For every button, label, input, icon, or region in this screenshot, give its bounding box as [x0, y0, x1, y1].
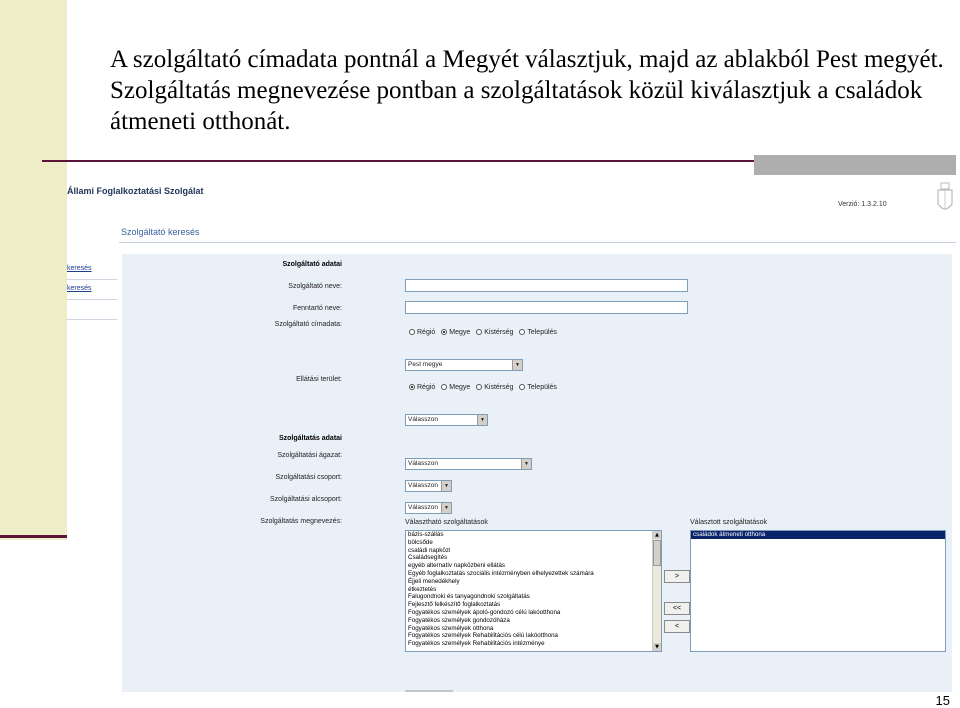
tab-provider-search[interactable] [119, 224, 956, 243]
scroll-down-icon[interactable]: ▼ [653, 643, 661, 651]
sector-select[interactable]: Válasszon ▼ [405, 458, 532, 470]
subgroup-select[interactable]: Válasszon ▼ [405, 502, 452, 514]
list-item[interactable]: Családsegítés [408, 554, 448, 562]
remove-all-services-button[interactable]: << [664, 602, 690, 615]
nav-divider [67, 319, 117, 320]
provider-name-label: Szolgáltató neve: [288, 283, 342, 290]
scroll-up-icon[interactable]: ▲ [653, 531, 661, 539]
address-radio-county[interactable]: Megye [437, 329, 470, 336]
radio-checked-icon [441, 329, 447, 335]
list-item[interactable]: Egyéb foglalkoztatás szociális intézményben elhelyezettek számára [408, 569, 594, 577]
list-item-selected[interactable]: családok átmeneti otthona [691, 531, 945, 539]
service-name-label: Szolgáltatás megnevezés: [260, 518, 342, 525]
area-radio-region[interactable]: Régió [405, 384, 435, 391]
list-item[interactable]: Éjjeli menedékhely [408, 577, 460, 585]
corner-bar [754, 155, 956, 175]
nav-link-search-1[interactable]: keresés [67, 265, 92, 272]
list-item[interactable]: bázis-szállás [408, 531, 444, 538]
provider-name-input[interactable] [405, 279, 688, 292]
address-radio-subregion[interactable]: Kistérség [472, 329, 513, 336]
area-label: Ellátási terület: [296, 376, 342, 383]
radio-icon [519, 384, 525, 390]
area-radio-group [405, 384, 557, 391]
bottom-field [405, 690, 453, 692]
version-label: Verzió: 1.3.2.10 [838, 201, 887, 208]
list-item[interactable]: Fejlesztő felkészítő foglalkoztatás [408, 601, 501, 609]
list-item[interactable]: Fogyatékos személyek gondozóháza [408, 616, 510, 624]
dropdown-arrow-icon: ▼ [441, 481, 451, 491]
operator-name-input[interactable] [405, 301, 688, 314]
list-item[interactable]: étkeztetés [408, 585, 437, 593]
nav-link-search-2[interactable]: keresés [67, 285, 92, 292]
area-radio-county[interactable]: Megye [437, 384, 470, 391]
radio-icon [476, 384, 482, 390]
available-services-list[interactable] [405, 530, 662, 652]
coat-of-arms-icon [936, 178, 954, 218]
app-header [67, 176, 956, 220]
available-services-caption: Választható szolgáltatások [405, 519, 488, 526]
radio-icon [476, 329, 482, 335]
add-service-button[interactable]: > [664, 570, 690, 583]
list-item[interactable]: Fogyatékos személyek otthona [408, 624, 494, 632]
dropdown-arrow-icon: ▼ [512, 360, 522, 370]
list-scrollbar[interactable] [652, 531, 661, 651]
selected-services-list[interactable] [690, 530, 946, 652]
scroll-thumb[interactable] [653, 540, 661, 566]
list-item[interactable]: Falugondnoki és tanyagondnoki szolgáltatás [408, 593, 530, 601]
area-select[interactable]: Válasszon ▼ [405, 414, 488, 426]
list-item[interactable]: Fogyatékos személyek ápoló-gondozó célú lakóotthona [408, 608, 561, 616]
subgroup-label: Szolgáltatási alcsoport: [270, 496, 342, 503]
area-radio-subregion[interactable]: Kistérség [472, 384, 513, 391]
tab-label: Szolgáltató keresés [121, 227, 200, 237]
list-item[interactable]: Fogyatékos személyek Rehabilitációs intézménye [408, 640, 545, 648]
area-radio-settlement[interactable]: Település [515, 384, 557, 391]
provider-section-heading: Szolgáltató adatai [282, 261, 342, 268]
radio-icon [409, 329, 415, 335]
list-item[interactable]: egyéb alternatív napközbeni ellátás [408, 562, 506, 570]
app-screenshot [67, 176, 956, 692]
dropdown-arrow-icon: ▼ [441, 503, 451, 513]
list-item[interactable]: Fogyatékos személyek Rehabilitációs célú lakóotthona [408, 632, 558, 640]
radio-checked-icon [409, 384, 415, 390]
app-title: Állami Foglalkoztatási Szolgálat [67, 186, 204, 196]
sector-label: Szolgáltatási ágazat: [277, 452, 342, 459]
slide-title: A szolgáltató címadata pontnál a Megyét választjuk, majd az ablakból Pest megyét. Szolgáltatás megnevezése pontban a szolgáltatások közül kiválasztjuk a családok átmeneti otthonát. [110, 46, 944, 135]
operator-name-label: Fenntartó neve: [292, 305, 342, 312]
radio-icon [441, 384, 447, 390]
group-label: Szolgáltatási csoport: [275, 474, 342, 481]
county-select[interactable]: Pest megye ▼ [405, 359, 523, 371]
nav-divider [67, 299, 117, 300]
nav-divider [67, 279, 117, 280]
selected-services-caption: Választott szolgáltatások [690, 519, 768, 526]
dropdown-arrow-icon: ▼ [477, 415, 487, 425]
title-divider [42, 160, 754, 162]
slide-side-strip [0, 0, 67, 540]
service-section-heading: Szolgáltatás adatai [278, 435, 342, 442]
address-radio-group [405, 329, 557, 336]
address-label: Szolgáltató címadata: [274, 321, 342, 328]
list-item[interactable]: családi napközi [408, 546, 451, 554]
search-form [122, 254, 952, 692]
group-select[interactable]: Válasszon ▼ [405, 480, 452, 492]
address-radio-region[interactable]: Régió [405, 329, 435, 336]
side-divider [0, 535, 67, 538]
radio-icon [519, 329, 525, 335]
list-item[interactable]: bölcsőde [408, 538, 433, 546]
address-radio-settlement[interactable]: Település [515, 329, 557, 336]
dropdown-arrow-icon: ▼ [521, 459, 531, 469]
remove-service-button[interactable]: < [664, 620, 690, 633]
page-number: 15 [935, 693, 950, 708]
